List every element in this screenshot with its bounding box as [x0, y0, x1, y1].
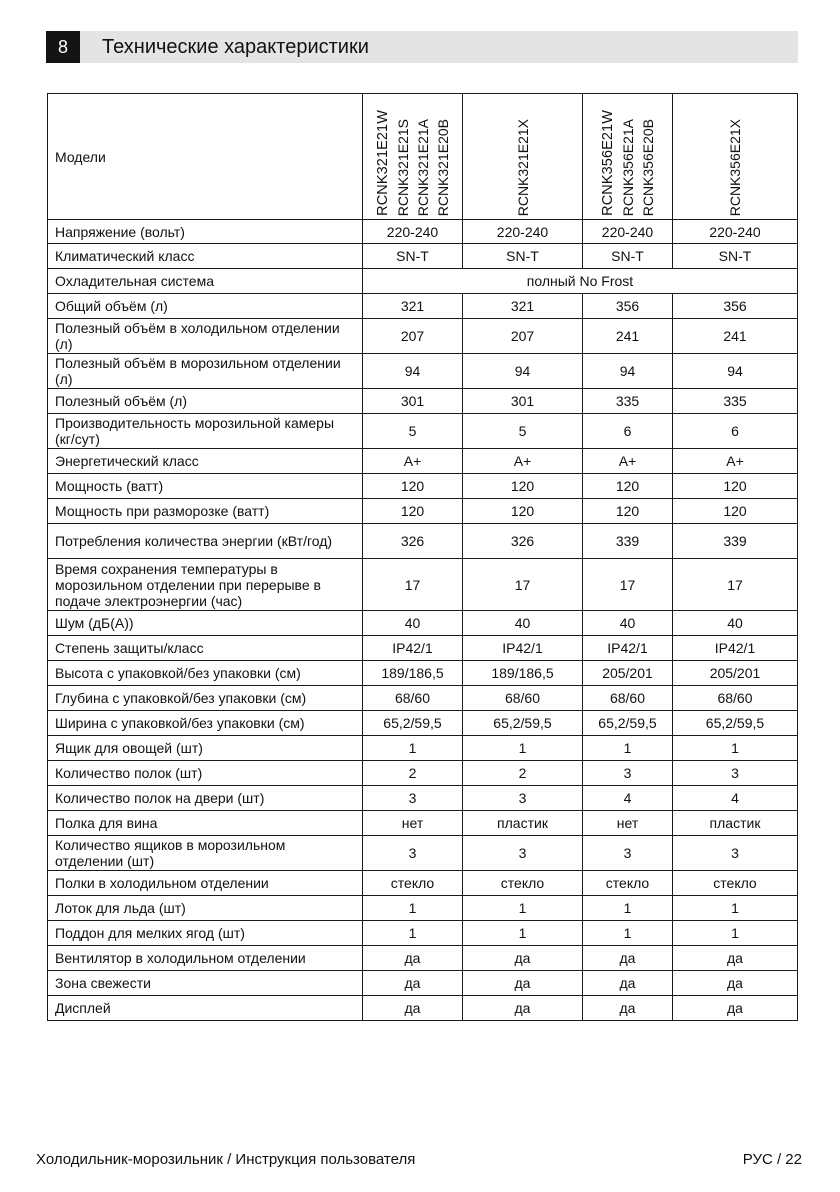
- spec-value: 17: [583, 559, 673, 611]
- spec-label: Зона свежести: [48, 971, 363, 996]
- spec-row: [48, 971, 798, 996]
- spec-value: 17: [673, 559, 798, 611]
- spec-value: 120: [463, 499, 583, 524]
- spec-value: 220-240: [583, 220, 673, 244]
- spec-row: [48, 449, 798, 474]
- model-variant: RCNK321E21X: [514, 118, 531, 216]
- spec-label: Производительность морозильной камеры (кг/сут): [48, 414, 363, 449]
- spec-value: 1: [673, 736, 798, 761]
- spec-value: 321: [463, 294, 583, 319]
- spec-value: 120: [463, 474, 583, 499]
- spec-value: пластик: [673, 811, 798, 836]
- spec-label: Полезный объём в холодильном отделении (л): [48, 319, 363, 354]
- spec-value: 17: [363, 559, 463, 611]
- spec-value: да: [583, 971, 673, 996]
- spec-row: [48, 761, 798, 786]
- spec-row: [48, 711, 798, 736]
- spec-label: Шум (дБ(А)): [48, 611, 363, 636]
- spec-row: [48, 389, 798, 414]
- spec-value: 94: [463, 354, 583, 389]
- spec-label: Полезный объём в морозильном отделении (л): [48, 354, 363, 389]
- spec-value: A+: [363, 449, 463, 474]
- spec-value: 189/186,5: [363, 661, 463, 686]
- spec-row: [48, 871, 798, 896]
- spec-value: 335: [673, 389, 798, 414]
- spec-value: да: [583, 996, 673, 1021]
- spec-value: 65,2/59,5: [463, 711, 583, 736]
- spec-value: 301: [363, 389, 463, 414]
- spec-value: 6: [583, 414, 673, 449]
- spec-value: 2: [463, 761, 583, 786]
- spec-value: стекло: [363, 871, 463, 896]
- spec-value: IP42/1: [463, 636, 583, 661]
- spec-value: 40: [363, 611, 463, 636]
- spec-value: IP42/1: [583, 636, 673, 661]
- spec-value: 1: [583, 736, 673, 761]
- spec-label: Напряжение (вольт): [48, 220, 363, 244]
- spec-value: 3: [463, 786, 583, 811]
- spec-value: 68/60: [463, 686, 583, 711]
- spec-value: IP42/1: [363, 636, 463, 661]
- spec-value: 326: [463, 524, 583, 559]
- spec-label: Количество полок на двери (шт): [48, 786, 363, 811]
- spec-label: Мощность при разморозке (ватт): [48, 499, 363, 524]
- spec-value: 65,2/59,5: [583, 711, 673, 736]
- spec-value: SN-T: [363, 244, 463, 269]
- spec-value: да: [363, 946, 463, 971]
- spec-value: да: [673, 946, 798, 971]
- spec-label: Полки в холодильном отделении: [48, 871, 363, 896]
- spec-row: [48, 559, 798, 611]
- spec-merged-value: полный No Frost: [363, 269, 798, 294]
- section-title: Технические характеристики: [102, 36, 369, 58]
- spec-value: пластик: [463, 811, 583, 836]
- section-header: [46, 31, 798, 63]
- spec-label: Полка для вина: [48, 811, 363, 836]
- spec-value: да: [673, 996, 798, 1021]
- spec-value: 68/60: [583, 686, 673, 711]
- spec-value: 3: [583, 836, 673, 871]
- spec-value: 356: [583, 294, 673, 319]
- spec-row: [48, 736, 798, 761]
- section-number: 8: [46, 31, 80, 63]
- spec-value: 1: [363, 896, 463, 921]
- spec-value: 94: [363, 354, 463, 389]
- spec-value: 356: [673, 294, 798, 319]
- model-column-1: [363, 94, 463, 220]
- spec-value: 65,2/59,5: [673, 711, 798, 736]
- spec-label: Поддон для мелких ягод (шт): [48, 921, 363, 946]
- spec-value: 120: [363, 499, 463, 524]
- spec-value: A+: [673, 449, 798, 474]
- spec-value: 207: [363, 319, 463, 354]
- spec-label: Лоток для льда (шт): [48, 896, 363, 921]
- spec-value: да: [583, 946, 673, 971]
- spec-label: Степень защиты/класс: [48, 636, 363, 661]
- spec-row: [48, 474, 798, 499]
- spec-value: 40: [463, 611, 583, 636]
- spec-value: 1: [363, 921, 463, 946]
- spec-value: 3: [363, 786, 463, 811]
- models-row: [48, 94, 798, 220]
- spec-value: да: [463, 971, 583, 996]
- spec-label: Энергетический класс: [48, 449, 363, 474]
- spec-value: 3: [583, 761, 673, 786]
- spec-value: нет: [583, 811, 673, 836]
- spec-row: [48, 611, 798, 636]
- spec-value: да: [363, 971, 463, 996]
- spec-value: 94: [673, 354, 798, 389]
- spec-value: 3: [463, 836, 583, 871]
- spec-label: Дисплей: [48, 996, 363, 1021]
- spec-value: 1: [463, 921, 583, 946]
- spec-value: 339: [583, 524, 673, 559]
- model-variant: RCNK321E21A: [414, 118, 431, 216]
- spec-value: 220-240: [363, 220, 463, 244]
- spec-row: [48, 811, 798, 836]
- spec-value: 1: [363, 736, 463, 761]
- spec-value: 241: [673, 319, 798, 354]
- spec-value: да: [363, 996, 463, 1021]
- spec-label: Мощность (ватт): [48, 474, 363, 499]
- spec-value: 241: [583, 319, 673, 354]
- spec-value: 189/186,5: [463, 661, 583, 686]
- spec-value: SN-T: [583, 244, 673, 269]
- spec-value: SN-T: [463, 244, 583, 269]
- spec-value: A+: [583, 449, 673, 474]
- model-variant: RCNK356E21X: [727, 118, 743, 216]
- spec-value: 3: [673, 761, 798, 786]
- model-variant: RCNK356E20B: [639, 118, 656, 216]
- spec-row: [48, 636, 798, 661]
- spec-label: Ширина с упаковкой/без упаковки (см): [48, 711, 363, 736]
- spec-value: 17: [463, 559, 583, 611]
- spec-row: [48, 946, 798, 971]
- spec-row: [48, 354, 798, 389]
- spec-value: A+: [463, 449, 583, 474]
- model-variant: RCNK321E21S: [394, 118, 411, 216]
- spec-row: [48, 661, 798, 686]
- spec-value: IP42/1: [673, 636, 798, 661]
- footer-page-number: РУС / 22: [742, 1151, 802, 1168]
- spec-row: [48, 524, 798, 559]
- spec-value: стекло: [463, 871, 583, 896]
- spec-row: [48, 499, 798, 524]
- spec-value: 5: [363, 414, 463, 449]
- spec-label: Время сохранения температуры в морозильном отделении при перерыве в подаче электроэнергии (час): [48, 559, 363, 611]
- spec-value: 1: [583, 896, 673, 921]
- spec-value: 120: [673, 499, 798, 524]
- model-variant: RCNK356E21A: [619, 118, 636, 216]
- spec-row: [48, 220, 798, 244]
- spec-value: 205/201: [673, 661, 798, 686]
- spec-value: 301: [463, 389, 583, 414]
- spec-value: 1: [463, 736, 583, 761]
- spec-value: 4: [673, 786, 798, 811]
- spec-row: [48, 921, 798, 946]
- spec-label: Количество полок (шт): [48, 761, 363, 786]
- spec-value: 2: [363, 761, 463, 786]
- spec-row: [48, 686, 798, 711]
- spec-row: [48, 896, 798, 921]
- spec-value: 1: [463, 896, 583, 921]
- spec-value: 335: [583, 389, 673, 414]
- spec-row: [48, 294, 798, 319]
- spec-row: [48, 269, 798, 294]
- spec-value: нет: [363, 811, 463, 836]
- spec-value: 339: [673, 524, 798, 559]
- spec-value: 321: [363, 294, 463, 319]
- spec-label: Общий объём (л): [48, 294, 363, 319]
- spec-row: [48, 414, 798, 449]
- spec-label: Вентилятор в холодильном отделении: [48, 946, 363, 971]
- spec-value: 120: [363, 474, 463, 499]
- spec-label: Потребления количества энергии (кВт/год): [48, 524, 363, 559]
- spec-label: Климатический класс: [48, 244, 363, 269]
- specifications-table: [47, 93, 798, 1021]
- spec-row: [48, 996, 798, 1021]
- spec-value: 120: [673, 474, 798, 499]
- spec-value: 6: [673, 414, 798, 449]
- spec-value: 68/60: [673, 686, 798, 711]
- spec-value: стекло: [673, 871, 798, 896]
- spec-row: [48, 244, 798, 269]
- spec-value: 4: [583, 786, 673, 811]
- spec-row: [48, 786, 798, 811]
- spec-value: 5: [463, 414, 583, 449]
- spec-value: 1: [673, 921, 798, 946]
- model-variant: RCNK321E20B: [434, 118, 451, 216]
- spec-value: стекло: [583, 871, 673, 896]
- spec-label: Охладительная система: [48, 269, 363, 294]
- spec-value: 68/60: [363, 686, 463, 711]
- footer-document-title: Холодильник-морозильник / Инструкция пользователя: [36, 1151, 416, 1168]
- spec-value: 120: [583, 499, 673, 524]
- spec-value: 65,2/59,5: [363, 711, 463, 736]
- spec-value: 220-240: [463, 220, 583, 244]
- spec-value: 40: [583, 611, 673, 636]
- spec-value: SN-T: [673, 244, 798, 269]
- model-column-4: [673, 94, 798, 220]
- spec-value: 220-240: [673, 220, 798, 244]
- spec-value: 120: [583, 474, 673, 499]
- spec-label: Количество ящиков в морозильном отделении (шт): [48, 836, 363, 871]
- spec-value: 40: [673, 611, 798, 636]
- model-main: RCNK356E21W: [599, 110, 616, 216]
- models-label: Модели: [48, 94, 363, 220]
- spec-value: 326: [363, 524, 463, 559]
- spec-value: да: [463, 996, 583, 1021]
- spec-value: 1: [583, 921, 673, 946]
- spec-value: 205/201: [583, 661, 673, 686]
- spec-row: [48, 319, 798, 354]
- spec-label: Полезный объём (л): [48, 389, 363, 414]
- spec-value: 3: [673, 836, 798, 871]
- spec-value: 207: [463, 319, 583, 354]
- spec-label: Ящик для овощей (шт): [48, 736, 363, 761]
- spec-row: [48, 836, 798, 871]
- spec-value: да: [673, 971, 798, 996]
- model-column-2: [463, 94, 583, 220]
- spec-value: 3: [363, 836, 463, 871]
- spec-label: Высота с упаковкой/без упаковки (см): [48, 661, 363, 686]
- model-main: RCNK321E21W: [374, 110, 391, 216]
- spec-value: да: [463, 946, 583, 971]
- spec-label: Глубина с упаковкой/без упаковки (см): [48, 686, 363, 711]
- spec-value: 1: [673, 896, 798, 921]
- model-column-3: [583, 94, 673, 220]
- spec-value: 94: [583, 354, 673, 389]
